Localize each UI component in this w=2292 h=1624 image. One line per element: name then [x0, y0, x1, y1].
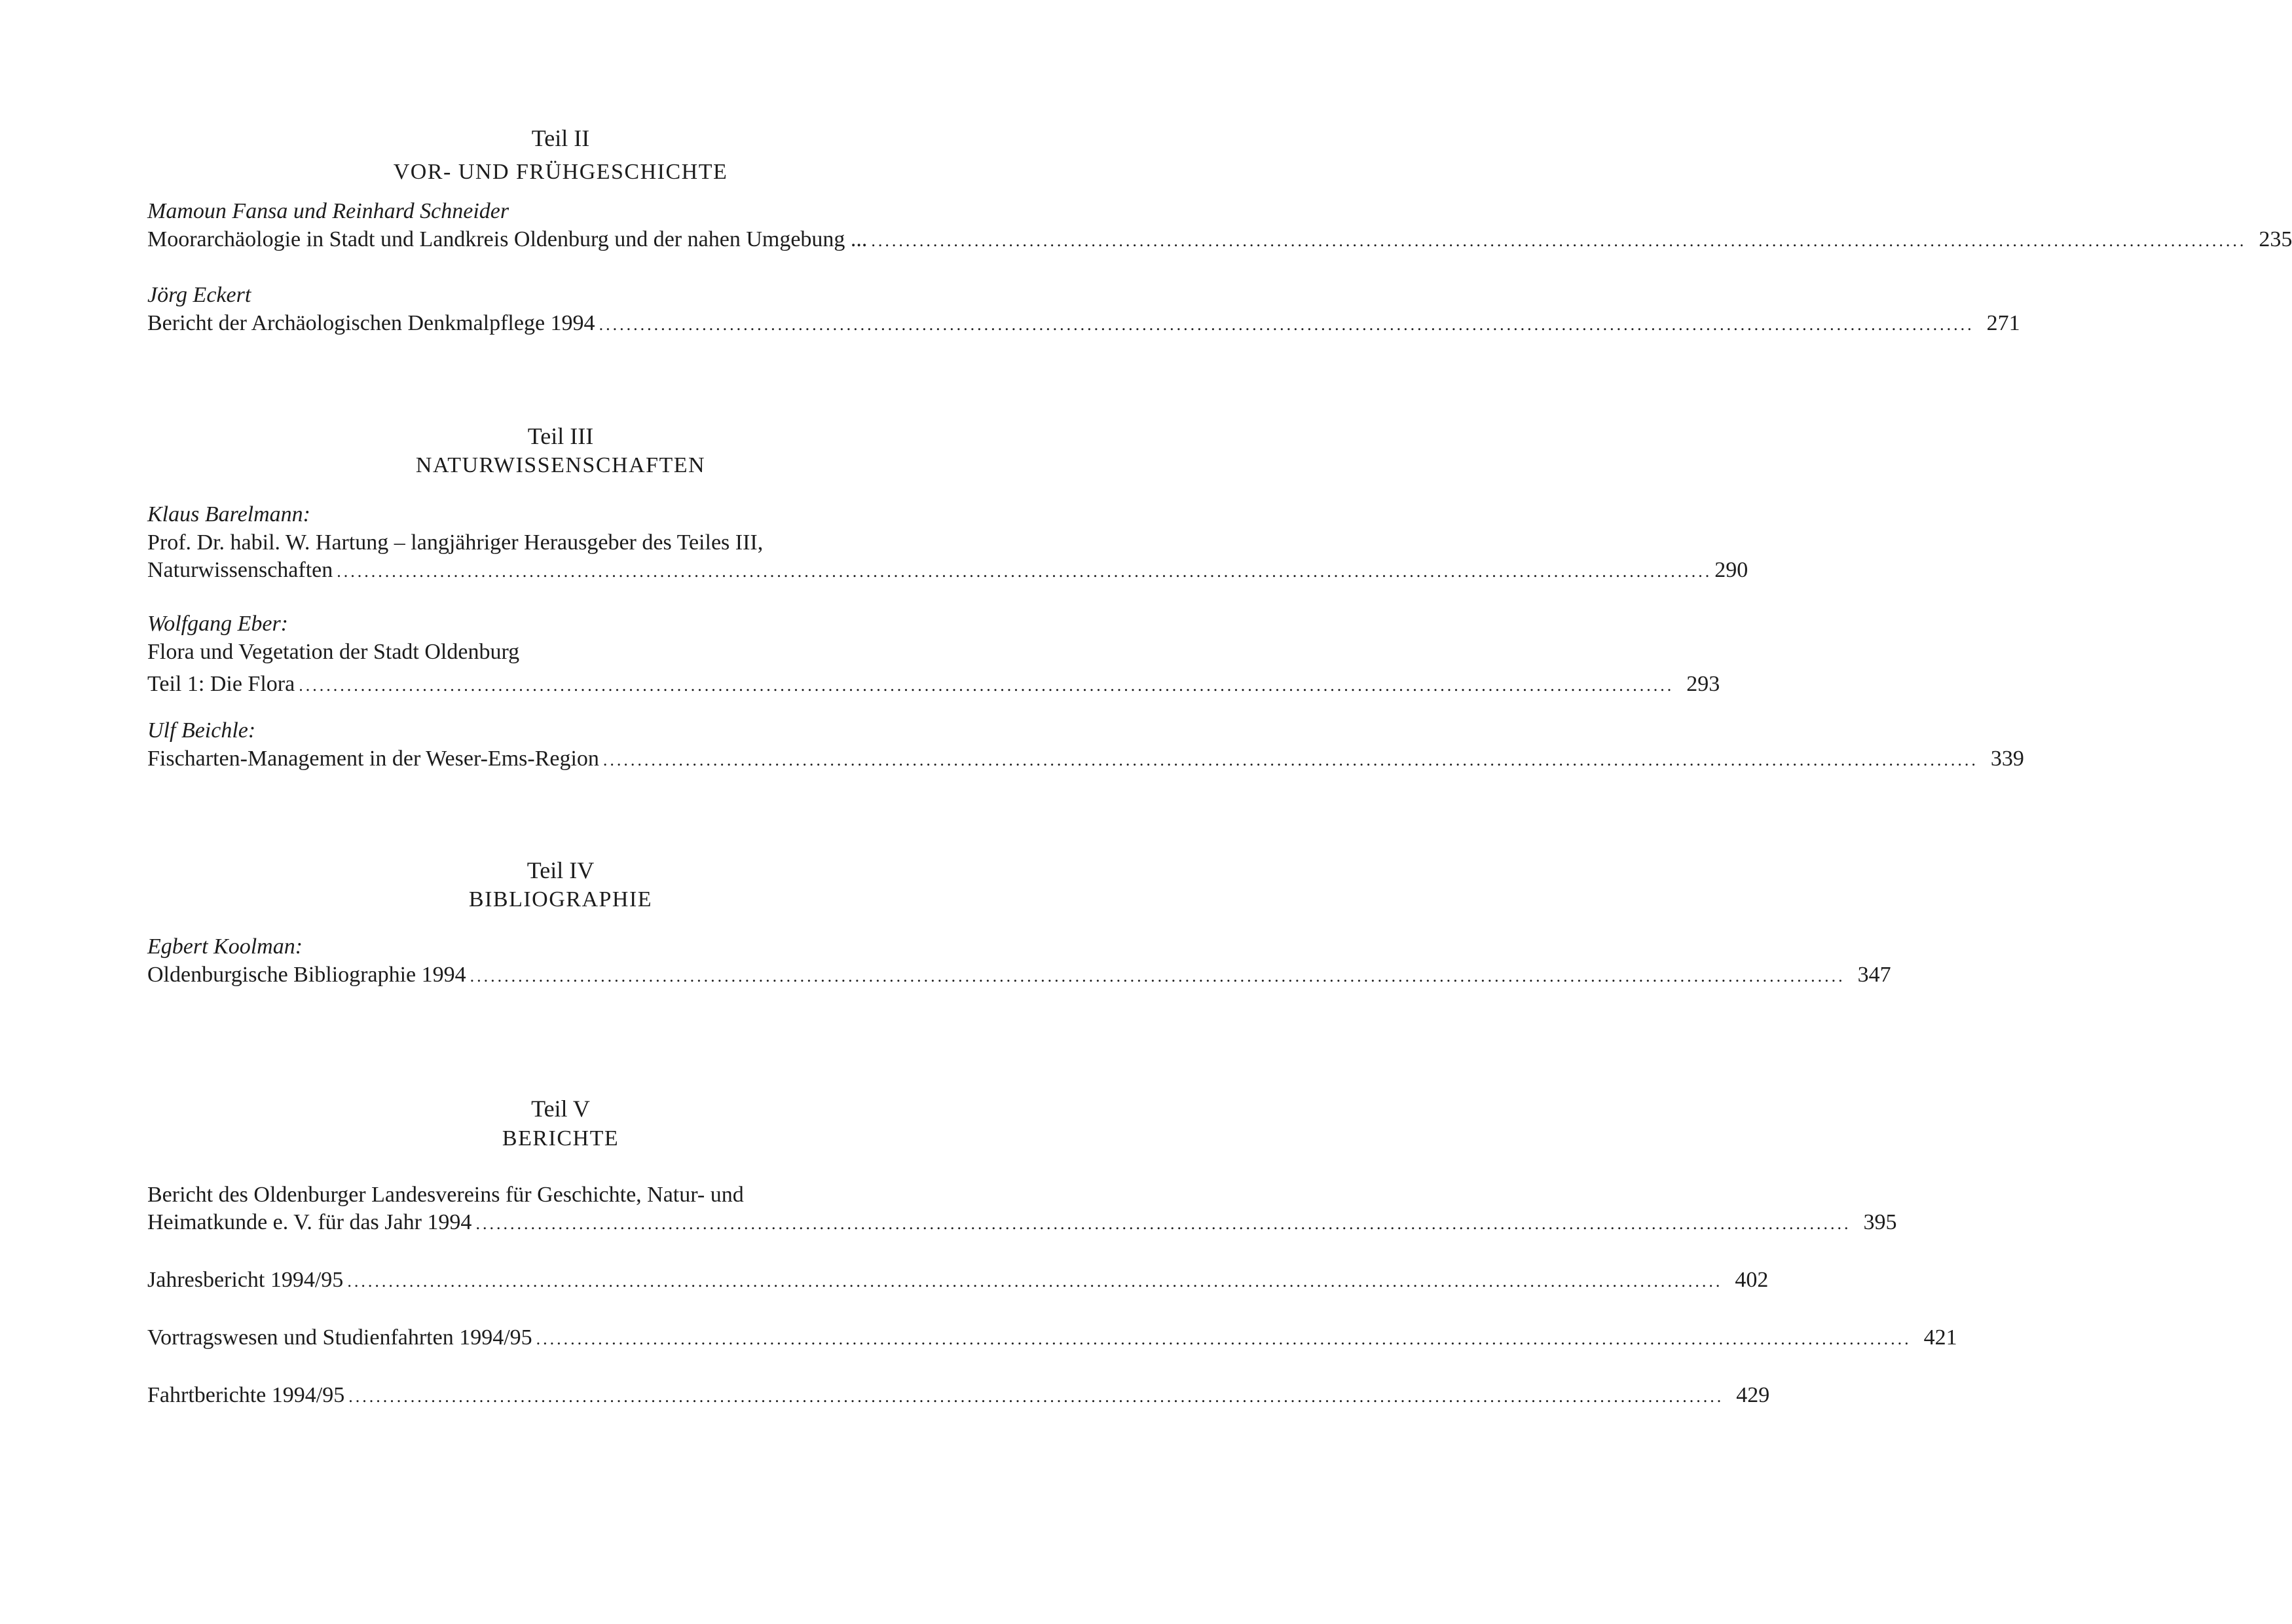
toc-entry: [147, 1209, 1897, 1236]
toc-entry: [147, 1266, 1769, 1294]
toc-entry: [147, 745, 2024, 773]
toc-entry: [147, 310, 2020, 337]
page-number: 402: [1735, 1268, 1769, 1292]
dot-leader: ........................................................................................................................................................................................................: [475, 1214, 1851, 1233]
entry-title: Jahresbericht 1994/95: [147, 1268, 344, 1292]
entry-title: Prof. Dr. habil. W. Hartung – langjähriger Herausgeber des Teiles III,: [147, 530, 764, 555]
page-number: 421: [1923, 1325, 1957, 1350]
dot-leader: ........................................................................................................................................................................................................: [599, 315, 1974, 334]
entry-title: Oldenburgische Bibliographie 1994: [147, 963, 466, 987]
dot-leader: ........................................................................................................................................................................................................: [871, 231, 2247, 250]
page-number: 395: [1863, 1210, 1897, 1234]
toc-entry: [147, 1324, 1957, 1352]
toc-entry: [147, 557, 1748, 584]
toc-entry: [147, 1382, 1770, 1409]
dot-leader: ........................................................................................................................................................................................................: [299, 676, 1674, 695]
entry-author: Egbert Koolman:: [147, 934, 303, 959]
entry-author: Klaus Barelmann:: [147, 502, 311, 526]
section-title: BERICHTE: [502, 1126, 619, 1151]
page-number: 271: [1986, 311, 2020, 335]
entry-author: Mamoun Fansa und Reinhard Schneider: [147, 199, 509, 223]
entry-author: Wolfgang Eber:: [147, 612, 289, 636]
section-number: Teil II: [531, 125, 590, 151]
toc-entry: [147, 226, 2292, 253]
toc-entry: [147, 961, 1891, 989]
entry-title-continued: Naturwissenschaften: [147, 558, 333, 582]
entry-title: Vortragswesen und Studienfahrten 1994/95: [147, 1325, 532, 1350]
section-number: Teil V: [531, 1096, 590, 1122]
section-title: BIBLIOGRAPHIE: [468, 887, 653, 912]
dot-leader: ........................................................................................................................................................................................................: [602, 750, 1978, 769]
page-number: 339: [1990, 747, 2024, 771]
page-number: 429: [1736, 1383, 1770, 1407]
entry-title-continued: Heimatkunde e. V. für das Jahr 1994: [147, 1210, 472, 1234]
dot-leader: ........................................................................................................................................................................................................: [347, 1272, 1723, 1291]
entry-title: Fahrtberichte 1994/95: [147, 1383, 345, 1407]
page-number: 235: [2259, 227, 2292, 251]
section-title: VOR- UND FRÜHGESCHICHTE: [393, 160, 728, 184]
dot-leader: ........................................................................................................................................................................................................: [470, 967, 1845, 986]
page-number: 290: [1714, 558, 1748, 582]
dot-leader: ........................................................................................................................................................................................................: [337, 562, 1712, 581]
page-number: 293: [1686, 672, 1720, 696]
entry-title-continued: Teil 1: Die Flora: [147, 672, 295, 696]
dot-leader: ........................................................................................................................................................................................................: [348, 1387, 1724, 1406]
section-number: Teil IV: [527, 857, 595, 883]
entry-title: Fischarten-Management in der Weser-Ems-Region: [147, 747, 599, 771]
section-number: Teil III: [527, 423, 594, 449]
toc-entry: [147, 671, 1720, 698]
entry-title: Flora und Vegetation der Stadt Oldenburg: [147, 640, 520, 664]
dot-leader: ........................................................................................................................................................................................................: [536, 1329, 1912, 1348]
page-number: 347: [1857, 963, 1891, 987]
entry-title: Moorarchäologie in Stadt und Landkreis Oldenburg und der nahen Umgebung ...: [147, 227, 868, 251]
section-title: NATURWISSENSCHAFTEN: [415, 453, 706, 477]
entry-title: Bericht der Archäologischen Denkmalpflege 1994: [147, 311, 595, 335]
entry-title: Bericht des Oldenburger Landesvereins für Geschichte, Natur- und: [147, 1183, 744, 1207]
entry-author: Ulf Beichle:: [147, 718, 256, 743]
entry-author: Jörg Eckert: [147, 283, 251, 307]
